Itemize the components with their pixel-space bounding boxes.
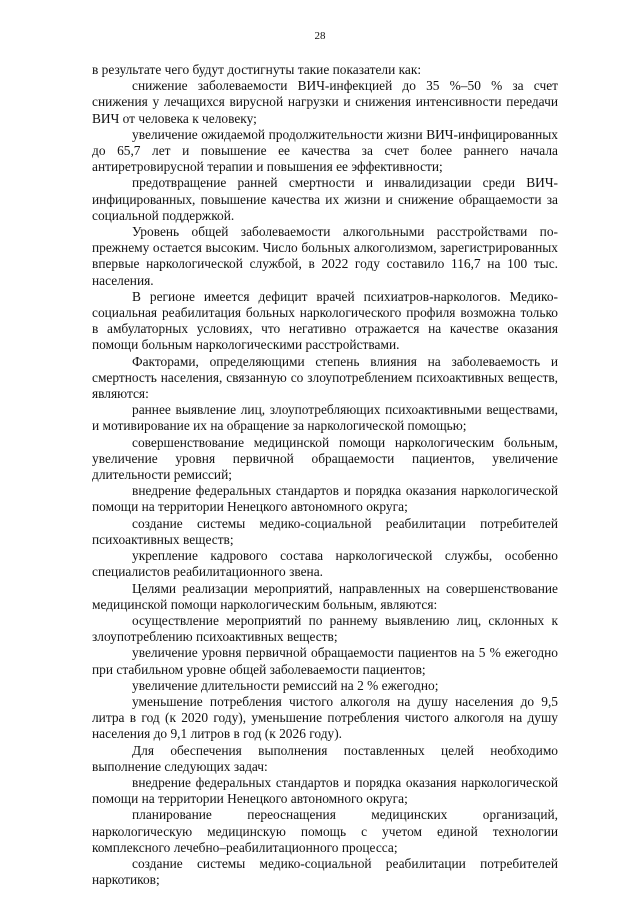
paragraph-task-federal-standards: внедрение федеральных стандартов и порядка оказания наркологической помощи на территории Ненецкого автономного округа; xyxy=(92,774,558,807)
paragraph-goal-detection: осуществление мероприятий по раннему выявлению лиц, склонных к злоупотреблению психоактивных веществ; xyxy=(92,612,558,645)
paragraph-goal-remission: увеличение длительности ремиссий на 2 % ежегодно; xyxy=(132,677,439,693)
paragraph-federal-standards: внедрение федеральных стандартов и порядка оказания наркологической помощи на территории Ненецкого автономного округа; xyxy=(92,483,558,515)
paragraph-alcohol-level: Уровень общей заболеваемости алкогольными расстройствами по-прежнему остается высоким. Число больных алкоголизмом, зарегистрированных впервые наркологической службой, в 2022 году составило 116,7 на 100 тыс. населения. xyxy=(92,224,558,288)
paragraph-intro: в результате чего будут достигнуты такие показатели как: xyxy=(92,62,422,77)
paragraph-early-detection: раннее выявление лиц, злоупотребляющих психоактивными веществами, и мотивирование их на обращение за наркологической помощью; xyxy=(92,402,558,434)
paragraph-staffing: укрепление кадрового состава наркологической службы, особенно специалистов реабилитационного звена. xyxy=(92,548,558,580)
page-number: 28 xyxy=(314,30,326,42)
paragraph-goals-heading: Целями реализации мероприятий, направленных на совершенствование медицинской помощи наркологическим больным, являются: xyxy=(92,580,558,612)
paragraph-rehab-system: создание системы медико-социальной реабилитации потребителей психоактивных веществ; xyxy=(92,515,558,547)
paragraph-doctor-deficit: В регионе имеется дефицит врачей психиатров-наркологов. Медико-социальная реабилитация больных наркологического профиля возможна только в амбулаторных условиях, что негативно отражается на качестве оказания помощи больным наркологическими расстройствами. xyxy=(92,288,558,353)
paragraph-life-expectancy: увеличение ожидаемой продолжительности жизни ВИЧ-инфицированных до 65,7 лет и повышение ее качества за счет более раннего начала антиретровирусной терапии и повышения ее эффективности; xyxy=(92,126,558,175)
paragraph-task-drug-rehab: создание системы медико-социальной реабилитации потребителей наркотиков; xyxy=(92,855,558,888)
paragraph-hiv-incidence: снижение заболеваемости ВИЧ-инфекцией до 35 %–50 % за счет снижения у лечащихся вирусной нагрузки и снижения интенсивности передачи ВИЧ от человека к человеку; xyxy=(92,78,558,126)
paragraph-goal-alcohol-consumption: уменьшение потребления чистого алкоголя на душу населения до 9,5 литра в год (к 2020 году), уменьшение потребления чистого алкоголя на душу населения до 9,1 литров в год (к 2026 году). xyxy=(92,693,558,742)
paragraph-mortality-prevention: предотвращение ранней смертности и инвалидизации среди ВИЧ-инфицированных, повышение качества их жизни и снижение обращаемости за социальной поддержкой. xyxy=(92,175,558,223)
paragraph-care-improvement: совершенствование медицинской помощи наркологическим больным, увеличение уровня первичной обращаемости пациентов, увеличение длительности ремиссий; xyxy=(92,434,558,483)
document-body xyxy=(92,62,558,888)
paragraph-tasks-heading: Для обеспечения выполнения поставленных целей необходимо выполнение следующих задач: xyxy=(92,742,558,774)
paragraph-factors-heading: Факторами, определяющими степень влияния на заболеваемость и смертность населения, связанную со злоупотреблением психоактивных веществ, являются: xyxy=(92,353,558,402)
paragraph-task-reequipment: планирование переоснащения медицинских организаций, наркологическую медицинскую помощь с учетом единой технологии комплексного лечебно–реабилитационного процесса; xyxy=(92,807,558,855)
paragraph-goal-appeal-rate: увеличение уровня первичной обращаемости пациентов на 5 % ежегодно при стабильном уровне общей заболеваемости пациентов; xyxy=(92,645,558,677)
